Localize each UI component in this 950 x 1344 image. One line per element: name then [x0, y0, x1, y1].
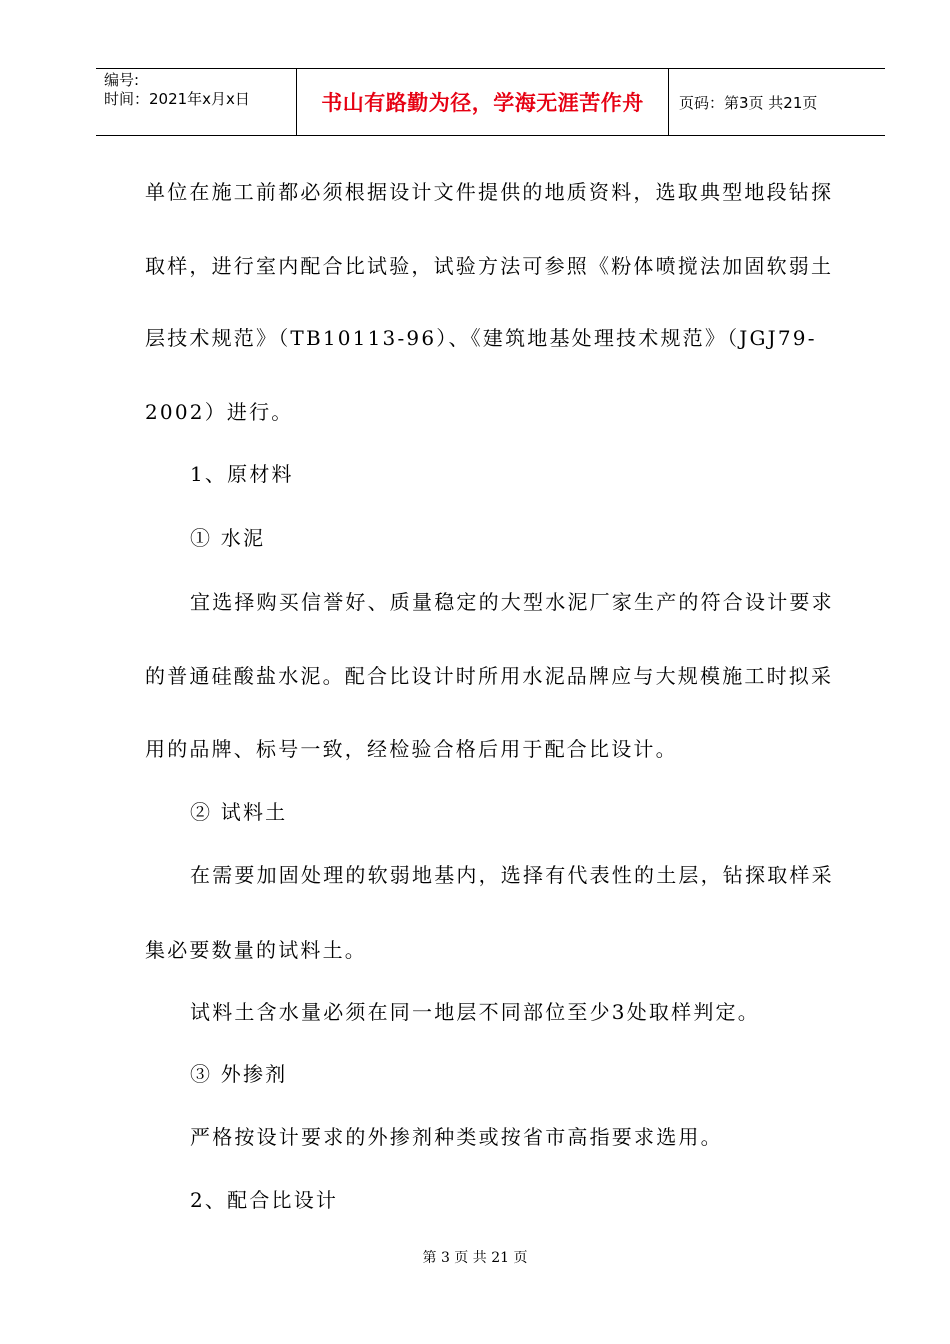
- header-motto: 书山有路勤为径，学海无涯苦作舟: [297, 69, 669, 135]
- paragraph-line: 在需要加固处理的软弱地基内，选择有代表性的土层，钻探取样采: [190, 863, 834, 887]
- paragraph-line: 2002）进行。: [145, 400, 294, 424]
- page-footer: [0, 1247, 950, 1267]
- paragraph-line: 试料土含水量必须在同一地层不同部位至少3处取样判定。: [190, 1000, 760, 1024]
- subsection-heading: ① 水泥: [190, 526, 266, 550]
- section-heading: 2、配合比设计: [190, 1188, 339, 1212]
- document-number-label: 编号:: [104, 71, 140, 89]
- paragraph-line: 层技术规范》（TB10113-96）、《建筑地基处理技术规范》（JGJ79-: [145, 326, 817, 350]
- paragraph-line: 严格按设计要求的外掺剂种类或按省市高指要求选用。: [190, 1125, 723, 1149]
- subsection-heading: ③ 外掺剂: [190, 1062, 288, 1086]
- section-heading: 1、原材料: [190, 462, 294, 486]
- header-page-info: 页码：第3页 共21页: [679, 93, 818, 112]
- paragraph-line: 集必要数量的试料土。: [145, 938, 367, 962]
- header-meta-cell: [96, 69, 297, 135]
- paragraph-line: 宜选择购买信誉好、质量稳定的大型水泥厂家生产的符合设计要求: [190, 590, 834, 614]
- subsection-heading: ② 试料土: [190, 800, 288, 824]
- paragraph-line: 单位在施工前都必须根据设计文件提供的地质资料，选取典型地段钻探: [145, 180, 834, 204]
- paragraph-line: 取样，进行室内配合比试验，试验方法可参照《粉体喷搅法加固软弱土: [145, 254, 834, 278]
- page-header: [96, 68, 885, 136]
- footer-page-number: 第 3 页 共 21 页: [422, 1250, 528, 1266]
- document-time-label: 时间：2021年x月x日: [104, 90, 250, 108]
- paragraph-line: 用的品牌、标号一致，经检验合格后用于配合比设计。: [145, 737, 678, 761]
- paragraph-line: 的普通硅酸盐水泥。配合比设计时所用水泥品牌应与大规模施工时拟采: [145, 664, 834, 688]
